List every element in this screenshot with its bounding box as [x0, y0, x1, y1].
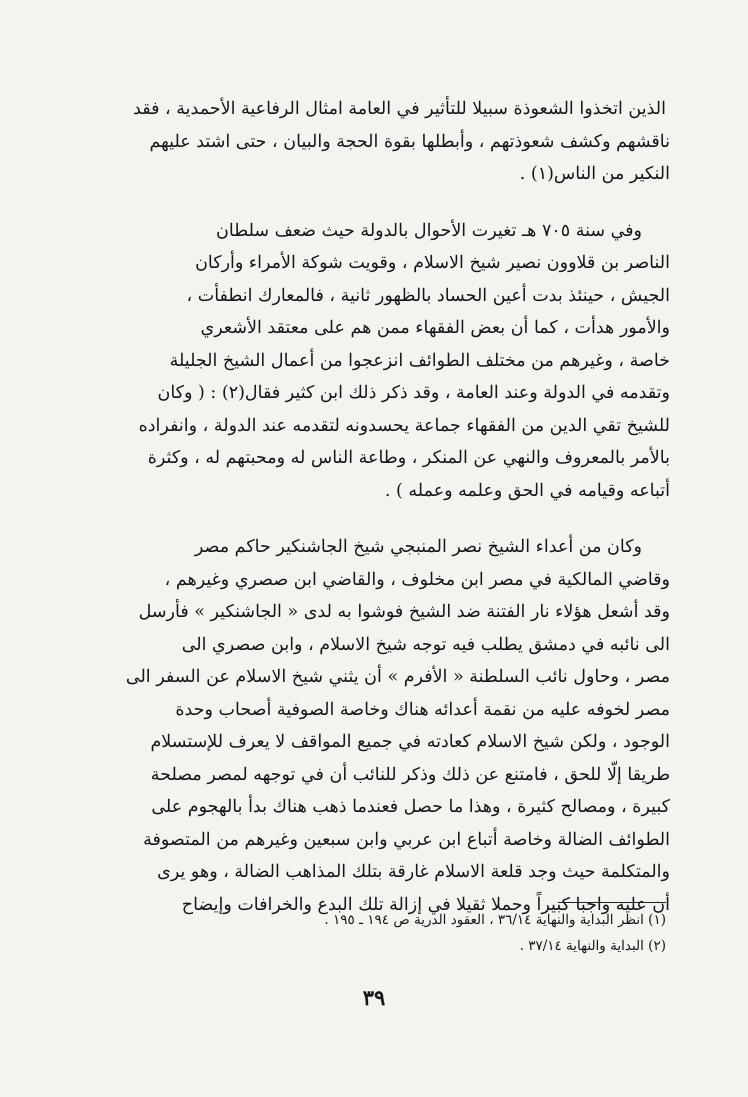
text-line: الناصر بن قلاوون نصير شيخ الاسلام ، وقويت شوكة الأمراء وأركان — [195, 253, 670, 273]
text-line: للشيخ تقي الدين من الفقهاء جماعة يحسدونه لتقدمه عند الدولة ، وانفراده — [138, 415, 670, 436]
text-line: مصر ، وحاول نائب السلطنة « الأفرم » أن يثني شيخ الاسلام عن السفر الى — [125, 667, 670, 687]
text-line: أتباعه وقيامه في الحق وعلمه وعمله ) . — [384, 480, 670, 501]
footnote-1: (١) انظر البداية والنهاية ٣٦/١٤ ، العقود الدرية ص ١٩٤ ـ ١٩٥ . — [324, 912, 666, 928]
text-line: الوجود ، ولكن شيخ الاسلام كعادته في جميع المواقف لا يعرف للإستسلام — [150, 732, 670, 752]
text-line: بالأمر بالمعروف والنهي عن المنكر ، وطاعة الناس له ومحبتهم له ، وكثرة — [147, 448, 670, 468]
text-line: وفي سنة ٧٠٥ هـ تغيرت الأحوال بالدولة حيث ضعف سلطان — [216, 220, 642, 241]
text-line: وتقدمه في الدولة وعند العامة ، وقد ذكر ذلك ابن كثير فقال(٢) : ( وكان — [157, 383, 670, 403]
text-line: الى نائبه في دمشق يطلب فيه توجه شيخ الاسلام ، وابن صصري الى — [181, 634, 670, 655]
body-text — [90, 93, 670, 921]
text-line: وقد أشعل هؤلاء نار الفتنة ضد الشيخ فوشوا به لدى « الجاشنكير » فأرسل — [138, 602, 670, 622]
text-line: طريقا إلّا للحق ، فامتنع عن ذلك وذكر للنائب أن في توجهه لمصر مصلحة — [150, 764, 670, 785]
text-line: الذين اتخذوا الشعوذة سبيلا للتأثير في العامة امثال الرفاعية الأحمدية ، فقد — [133, 99, 666, 119]
text-line: الطوائف الضالة وخاصة أتباع ابن عربي وابن سبعين وغيرهم من المتصوفة — [143, 829, 670, 850]
text-line: وقاضي المالكية في مصر ابن مخلوف ، والقاضي ابن صصري وغيرهم ، — [164, 569, 670, 590]
text-line: ناقشهم وكشف شعوذتهم ، وأبطلها بقوة الحجة والبيان ، حتى اشتد عليهم — [149, 131, 670, 152]
text-line: أن عليه واجبا كبيراً وحملا ثقيلا في إزالة تلك البدع والخرافات وإيضاح — [181, 894, 670, 915]
text-line: مصر لخوفه عليه من نقمة أعدائه هناك وخاصة الصوفية أصحاب وحدة — [175, 699, 670, 720]
text-line: كبيرة ، ومصالح كثيرة ، وهذا ما حصل فعندما ذهب هناك بدأ بالهجوم على — [151, 797, 670, 817]
text-line: وكان من أعداء الشيخ نصر المنبجي شيخ الجاشنكير حاكم مصر — [194, 537, 642, 557]
text-line: خاصة ، وغيرهم من مختلف الطوائف انزعجوا من أعمال الشيخ الجليلة — [169, 350, 670, 371]
paragraph-1 — [90, 93, 670, 191]
text-line: والمتكلمة حيث وجد قلعة الاسلام غارقة بتلك المذاهب الضالة ، وهو يرى — [157, 862, 670, 882]
footnotes — [90, 907, 666, 959]
text-line: الجيش ، حينئذ بدت أعين الحساد بالظهور ثانية ، فالمعارك انطفأت ، — [186, 285, 670, 306]
text-line: والأمور هدأت ، كما أن بعض الفقهاء ممن هم على معتقد الأشعري — [200, 318, 670, 338]
page-number: ٣٩ — [362, 985, 386, 1010]
paragraph-2 — [90, 215, 670, 508]
paragraph-3 — [90, 531, 670, 921]
footnote-2: (٢) البداية والنهاية ٣٧/١٤ . — [519, 938, 666, 954]
footnote-divider — [558, 902, 666, 903]
text-line: النكير من الناس(١) . — [519, 164, 670, 184]
